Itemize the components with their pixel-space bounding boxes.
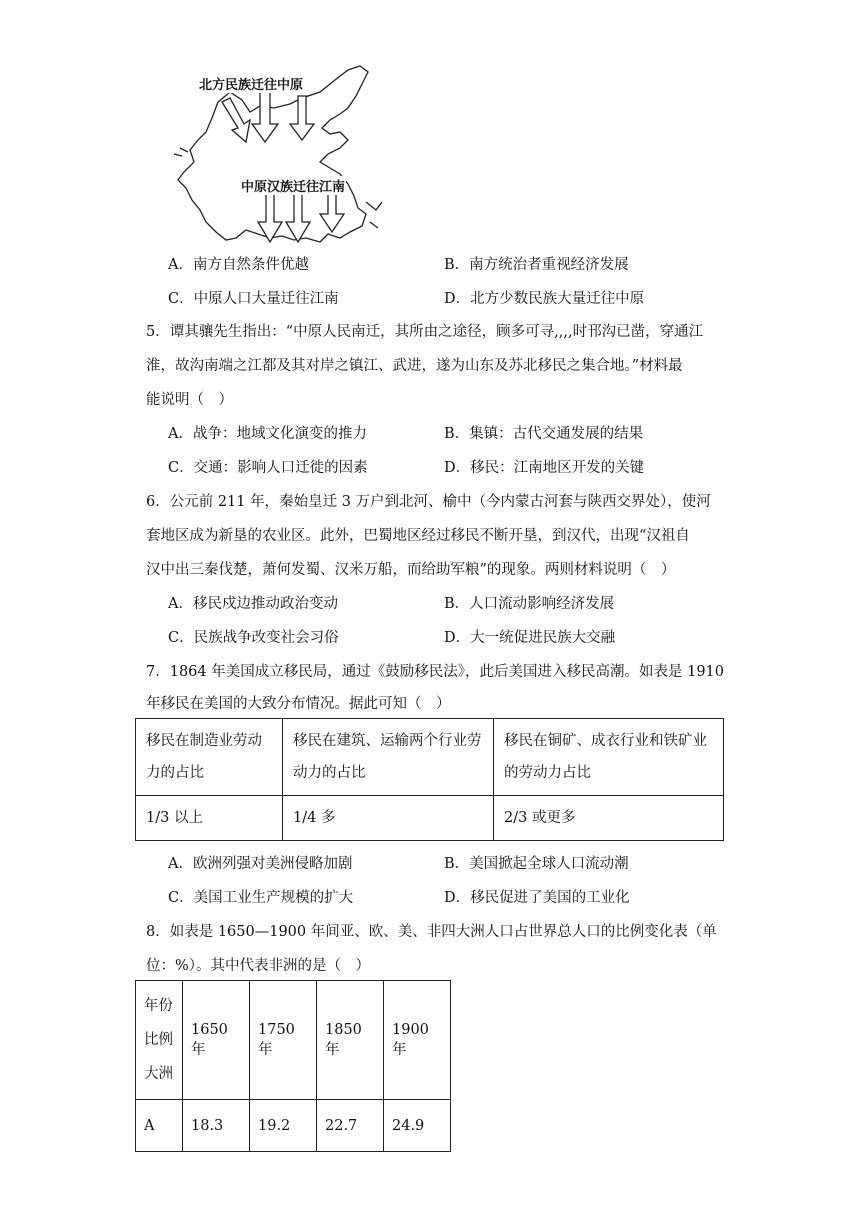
q8-stem-line2: 位：%）。其中代表非洲的是（ ） <box>146 958 371 974</box>
q8-year-1750: 1750 年 <box>250 981 317 1100</box>
q5-option-c[interactable]: C．交通：影响人口迁徙的因素 <box>168 460 368 476</box>
q6-option-b[interactable]: B．人口流动影响经济发展 <box>444 596 615 612</box>
q6-stem-line3: 汉中出三秦伐楚，萧何发蜀、汉米万船，而给助军粮”的现象。两则材料说明（ ） <box>146 562 676 578</box>
q7-value-cell-2: 1/4 多 <box>283 796 494 841</box>
q6-stem-line1: 6．公元前 211 年，秦始皇迁 3 万户到北河、榆中（今内蒙古河套与陕西交界处），使河 <box>146 494 711 510</box>
table-row <box>136 981 451 1100</box>
q7-value-cell-3: 2/3 或更多 <box>494 796 724 841</box>
q7-header-cell-1: 移民在制造业劳动 力的占比 <box>136 719 283 796</box>
q7-header-cell-3: 移民在铜矿、成衣行业和铁矿业 的劳动力占比 <box>494 719 724 796</box>
q8-row-label: A <box>136 1100 183 1152</box>
table-row <box>136 1100 451 1152</box>
q6-stem-line2: 套地区成为新垦的农业区。此外，巴蜀地区经过移民不断开垦，到汉代，出现“汉祖自 <box>146 528 690 544</box>
table-row <box>136 719 724 796</box>
q7-option-d[interactable]: D．移民促进了美国的工业化 <box>444 890 630 906</box>
q4-option-b[interactable]: B．南方统治者重视经济发展 <box>444 257 629 273</box>
q8-year-1900: 1900 年 <box>384 981 451 1100</box>
q8-cell: 19.2 <box>250 1100 317 1152</box>
q7-header-cell-2: 移民在建筑、运输两个行业劳 动力的占比 <box>283 719 494 796</box>
migration-map <box>170 62 400 246</box>
q8-cell: 18.3 <box>183 1100 250 1152</box>
q7-stem-line2: 年移民在美国的大致分布情况。据此可知（ ） <box>146 696 451 712</box>
q8-year-1650: 1650 年 <box>183 981 250 1100</box>
q5-stem-line1: 5．谭其骧先生指出：“中原人民南迁，其所由之途径，顾多可寻,,,,时邗沟已凿，穿通江 <box>146 324 704 340</box>
q8-cell: 22.7 <box>317 1100 384 1152</box>
q8-table <box>135 980 451 1152</box>
q7-stem-line1: 7．1864 年美国成立移民局，通过《鼓励移民法》，此后美国进入移民高潮。如表是 1910 <box>146 664 724 680</box>
q5-option-a[interactable]: A．战争：地域文化演变的推力 <box>168 426 367 442</box>
q7-value-cell-1: 1/3 以上 <box>136 796 283 841</box>
q4-option-a[interactable]: A．南方自然条件优越 <box>168 257 309 273</box>
q8-cell: 24.9 <box>384 1100 451 1152</box>
map-label-north: 北方民族迁往中原 <box>198 74 304 93</box>
q8-year-1850: 1850 年 <box>317 981 384 1100</box>
q6-option-a[interactable]: A．移民戍边推动政治变动 <box>168 596 338 612</box>
q4-option-d[interactable]: D．北方少数民族大量迁往中原 <box>444 291 645 307</box>
q7-table <box>135 718 724 841</box>
table-row <box>136 796 724 841</box>
q8-stem-line1: 8．如表是 1650—1900 年间亚、欧、美、非四大洲人口占世界总人口的比例变化表（单 <box>146 924 717 940</box>
q5-stem-line2: 淮，故沟南端之江都及其对岸之镇江、武进，遂为山东及苏北移民之集合地。”材料最 <box>146 358 683 374</box>
q4-option-c[interactable]: C．中原人口大量迁往江南 <box>168 291 339 307</box>
map-label-central: 中原汉族迁往江南 <box>240 176 346 195</box>
q5-option-d[interactable]: D．移民：江南地区开发的关键 <box>444 460 645 476</box>
q7-option-b[interactable]: B．美国掀起全球人口流动潮 <box>444 856 629 872</box>
q5-stem-line3: 能说明（ ） <box>146 392 233 408</box>
q7-option-a[interactable]: A．欧洲列强对美洲侵略加剧 <box>168 856 353 872</box>
q6-option-d[interactable]: D．大一统促进民族大交融 <box>444 630 616 646</box>
q6-option-c[interactable]: C．民族战争改变社会习俗 <box>168 630 339 646</box>
q7-option-c[interactable]: C．美国工业生产规模的扩大 <box>168 890 354 906</box>
q8-corner-cell: 年份 比例 大洲 <box>136 981 183 1100</box>
q5-option-b[interactable]: B．集镇：古代交通发展的结果 <box>444 426 644 442</box>
